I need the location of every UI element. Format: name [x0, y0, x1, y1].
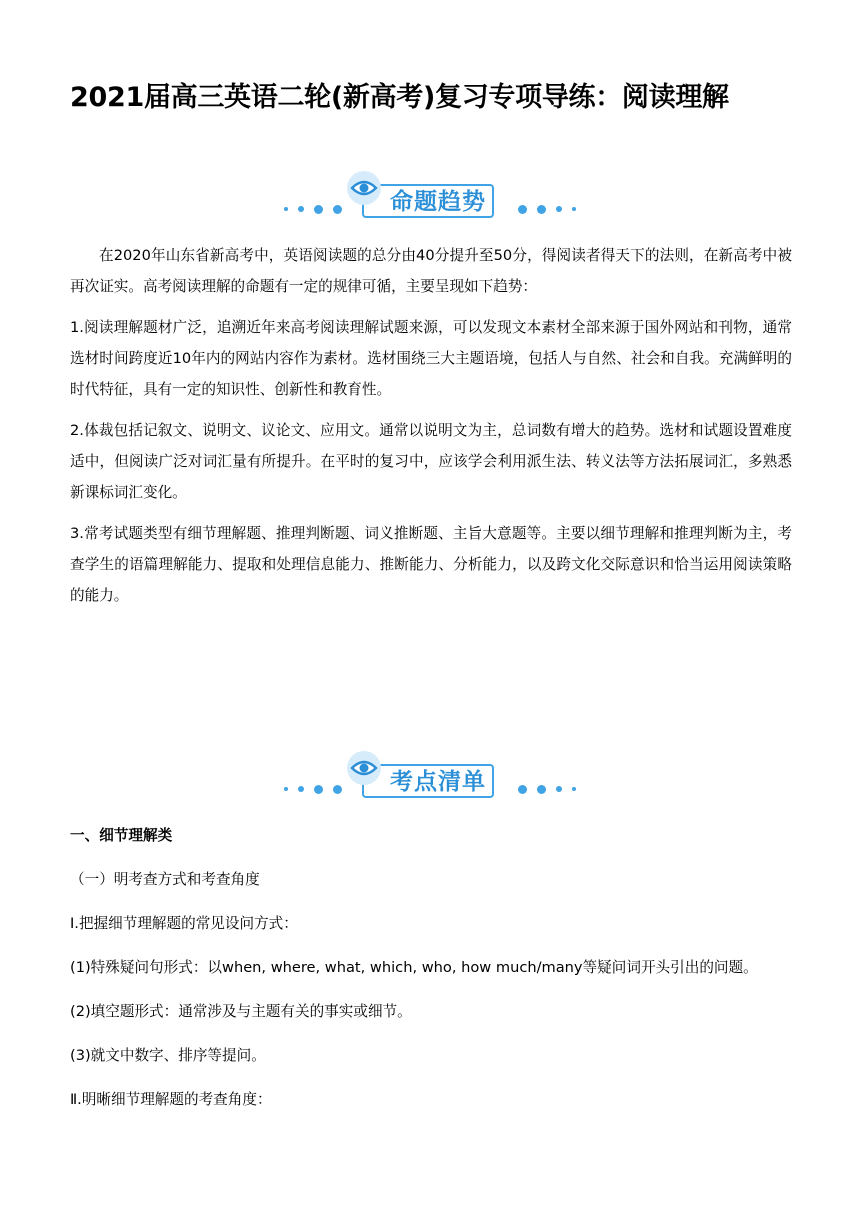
- trend-content: [70, 240, 792, 621]
- section-label-points: 考点清单: [390, 769, 486, 795]
- points-line-4: (3)就文中数字、排序等提问。: [70, 1047, 266, 1064]
- points-line-2: (1)特殊疑问句形式：以when, where, what, which, who, how much/many等疑问词开头引出的问题。: [70, 959, 758, 976]
- points-heading: 一、细节理解类: [70, 827, 173, 844]
- section-banner-points: [270, 748, 590, 808]
- decorative-dots-right: [518, 784, 576, 794]
- trend-intro-paragraph: 在2020年山东省新高考中，英语阅读题的总分由40分提升至50分，得阅读者得天下的法则，在新高考中被再次证实。高考阅读理解的命题有一定的规律可循，主要呈现如下趋势：: [70, 247, 792, 295]
- trend-point-3: 3.常考试题类型有细节理解题、推理判断题、词义推断题、主旨大意题等。主要以细节理解和推理判断为主，考查学生的语篇理解能力、提取和处理信息能力、推断能力、分析能力，以及跨文化交际意识和恰当运用阅读策略的能力。: [70, 525, 792, 604]
- section-banner-trend: [270, 168, 590, 228]
- points-line-1: Ⅰ.把握细节理解题的常见设问方式：: [70, 915, 298, 932]
- decorative-dots-right: [518, 204, 576, 214]
- points-line-5: Ⅱ.明晰细节理解题的考查角度：: [70, 1091, 272, 1108]
- page-title: 2021届高三英语二轮(新高考)复习专项导练：阅读理解: [70, 82, 729, 113]
- eye-icon: [346, 170, 382, 206]
- decorative-dots-left: [284, 204, 342, 214]
- eye-icon: [346, 750, 382, 786]
- trend-point-2: 2.体裁包括记叙文、说明文、议论文、应用文。通常以说明文为主，总词数有增大的趋势。选材和试题设置难度适中，但阅读广泛对词汇量有所提升。在平时的复习中，应该学会利用派生法、转义法等方法拓展词汇，多熟悉新课标词汇变化。: [70, 422, 792, 501]
- points-content: [70, 822, 792, 1130]
- section-label-trend: 命题趋势: [390, 189, 486, 215]
- points-subheading: （一）明考查方式和考查角度: [70, 871, 260, 888]
- decorative-dots-left: [284, 784, 342, 794]
- points-line-3: (2)填空题形式：通常涉及与主题有关的事实或细节。: [70, 1003, 412, 1020]
- trend-point-1: 1.阅读理解题材广泛，追溯近年来高考阅读理解试题来源，可以发现文本素材全部来源于国外网站和刊物，通常选材时间跨度近10年内的网站内容作为素材。选材围绕三大主题语境，包括人与自然、社会和自我。充满鲜明的时代特征，具有一定的知识性、创新性和教育性。: [70, 319, 792, 398]
